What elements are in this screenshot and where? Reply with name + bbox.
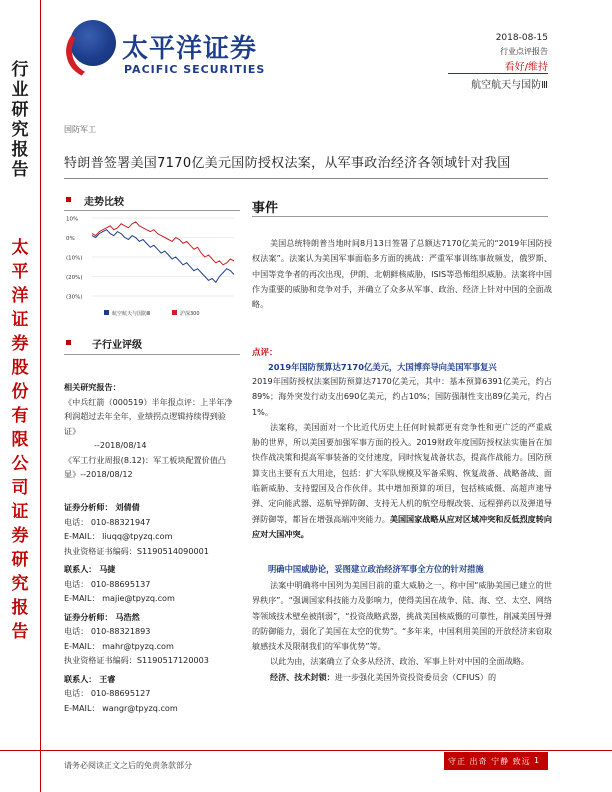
footer-divider	[0, 750, 612, 751]
logo-arc-icon	[60, 18, 128, 85]
analyst-name: 联系人： 马捷	[64, 564, 116, 574]
comment-body	[252, 374, 552, 542]
series-csi300-line	[92, 222, 234, 265]
analyst-license: 执业资格证书编码：S1190517120003	[64, 655, 209, 665]
y-tick-label: (30%)	[66, 294, 83, 301]
analyst-phone: 电话： 010-88695137	[64, 578, 151, 589]
paragraph-2-emphasis: 美国国家战略从应对区域冲突和反低烈度转向应对大国冲突。	[252, 513, 552, 539]
paragraph-4: 以此为由，法案确立了众多从经济、政治、军事上针对中国的全面战略。	[270, 656, 530, 667]
analyst-name: 证券分析师： 马浩然	[64, 611, 140, 622]
legend-swatch	[104, 310, 109, 315]
event-divider	[252, 216, 548, 217]
analyst-block	[64, 496, 240, 715]
header-divider	[448, 73, 548, 74]
analyst-email: E-MAIL： liuqq@tpyzq.com	[64, 531, 173, 541]
sub-rating-heading: 子行业评级	[92, 340, 142, 351]
related-reports	[64, 380, 236, 482]
analyst-email: E-MAIL： majie@tpyzq.com	[64, 593, 175, 603]
y-tick-label: 10%	[66, 216, 79, 223]
related-item-date: --2018/08/14	[94, 440, 147, 450]
paragraph-5: 经济、技术封锁：进一步强化美国外资投资委员会（CFIUS）的	[270, 671, 497, 682]
section-marker-icon	[66, 340, 71, 345]
event-text: 美国总统特朗普当地时间8月13日签署了总额达7170亿美元的“2019年国防授权法案”。法案认为美国军事面临多方面的挑战：严重军事训练事故频发，俄罗斯、中国等竞争者的再次出现，伊朗、北朝鲜核威胁，ISIS等恐怖组织威胁。法案将中国作为重要的威胁和竞争对手，并确立了众多从军事、政治、经济上针对中国的全面战略。	[252, 238, 552, 310]
y-tick-label: 0%	[66, 236, 75, 242]
analyst-phone: 电话： 010-88321947	[64, 516, 151, 527]
event-body	[252, 236, 552, 312]
analyst-email: E-MAIL： wangr@tpyzq.com	[64, 702, 178, 713]
page-title: 特朗普签署美国7170亿美元国防授权法案，从军事政治经济各领域针对我国	[64, 156, 511, 171]
title-divider	[64, 178, 548, 179]
sidebar-company: 太 平 洋 证 券 股 份 有 限 公 司 证 券 研 究 报 告	[11, 238, 29, 642]
sidebar-divider	[40, 0, 41, 792]
comment-body-2	[252, 578, 552, 685]
paragraph-1: 2019年国防授权法案国防预算达7170亿美元，其中：基本预算6391亿美元，约占89%；海外突发行动支出690亿美元，约占10%；国防强制性支出89亿美元，约占1%。	[252, 376, 552, 417]
y-tick-label: (10%)	[66, 255, 83, 262]
analyst-phone: 电话： 010-88695127	[64, 688, 151, 698]
legend-label: 沪深300	[180, 311, 200, 317]
related-item: 《军工行业周报(8.12)：军工板块配置价值凸显》--2018/08/12	[64, 454, 226, 479]
sector: 航空航天与国防Ⅲ	[471, 80, 548, 91]
disclaimer-note: 请务必阅读正文之后的免责条款部分	[64, 761, 192, 770]
analyst-name: 证券分析师： 刘倩倩	[64, 502, 140, 512]
paragraph-2: 法案称，美国面对一个比近代历史上任何时候都更有竞争性和更广泛的严重威胁的世界，所以美国要加强军事方面的投入。2019财政年度国防授权法实施旨在加快作战决策和提高军事装备的交付速度，同时恢复战备状态，提高作战能力。国防预算支出主要有五大用途，包括：扩大军队规模及军备采购、恢复战备、战略备战、面临新威胁、支持盟国及合作伙伴。其中增加预算的项目，包括核威慑、高超声速导弹、定向能武器、巡航导弹防御、支持无人机的航空母舰改装、远程弹药以及弹道导弹防御等，都旨在增强高端冲突能力。美国国家战略从应对区域冲突和反低烈度转向应对大国冲突。	[252, 421, 552, 539]
event-heading: 事件	[252, 201, 279, 216]
analyst-email: E-MAIL： mahr@tpyzq.com	[64, 640, 174, 651]
related-item: 《中兵红箭（000519）半年报点评：上半年净利润超过去年全年，业绩拐点逻辑持续得到验证》	[64, 396, 233, 436]
trend-divider	[64, 210, 240, 211]
related-heading: 相关研究报告：	[64, 382, 121, 392]
comment-subheading-2: 明确中国威胁论，妥图建立政治经济军事全方位的针对措施	[268, 564, 484, 574]
comment-subheading-1: 2019年国防预算达7170亿美元，大国博弈导向美国军事复兴	[268, 362, 497, 372]
analyst-phone: 电话： 010-88321893	[64, 626, 151, 636]
trend-heading: 走势比较	[84, 197, 124, 208]
logo-chinese-name: 太平洋证券	[122, 34, 258, 64]
analyst-license: 执业资格证书编码：S1190514090001	[64, 545, 209, 556]
report-type: 行业点评报告	[500, 47, 548, 56]
legend-swatch	[172, 310, 177, 315]
page-number: 1	[534, 756, 540, 765]
trend-chart	[64, 212, 240, 328]
rating: 看好/维持	[504, 62, 548, 73]
paragraph-5-emphasis: 经济、技术封锁：	[270, 671, 335, 682]
footer-motto: 守正 出奇 宁静 致远	[448, 757, 531, 766]
report-date: 2018-08-15	[495, 33, 548, 43]
sidebar-report-type: 行 业 研 究 报 告	[11, 60, 29, 180]
paragraph-3: 法案中明确将中国列为美国目前的重大威胁之一，称中国“威胁美国已建立的世界秩序”。“强调国家科技能力及影响力，使得美国在战争、陆、海、空、太空、网络等领域技术壁垒被削弱”，“投资战略武器，挑战美国核威慑的可靠性，削减美国导弹的防御能力，弱化了美国在太空的优势”。“多年来，中国利用美国的开放经济来窃取敏感技术及限制我们的军事优势”等。	[252, 580, 552, 652]
category-tag: 国防军工	[64, 125, 96, 134]
y-tick-label: (20%)	[66, 275, 83, 281]
logo-english-name: PACIFIC SECURITIES	[124, 63, 266, 76]
analyst-name: 联系人： 王睿	[64, 673, 116, 684]
sub-rating-divider	[64, 354, 240, 355]
comment-heading: 点评：	[252, 348, 278, 358]
section-marker-icon	[66, 197, 71, 202]
legend-label: 航空航天与国防Ⅲ	[112, 311, 151, 317]
